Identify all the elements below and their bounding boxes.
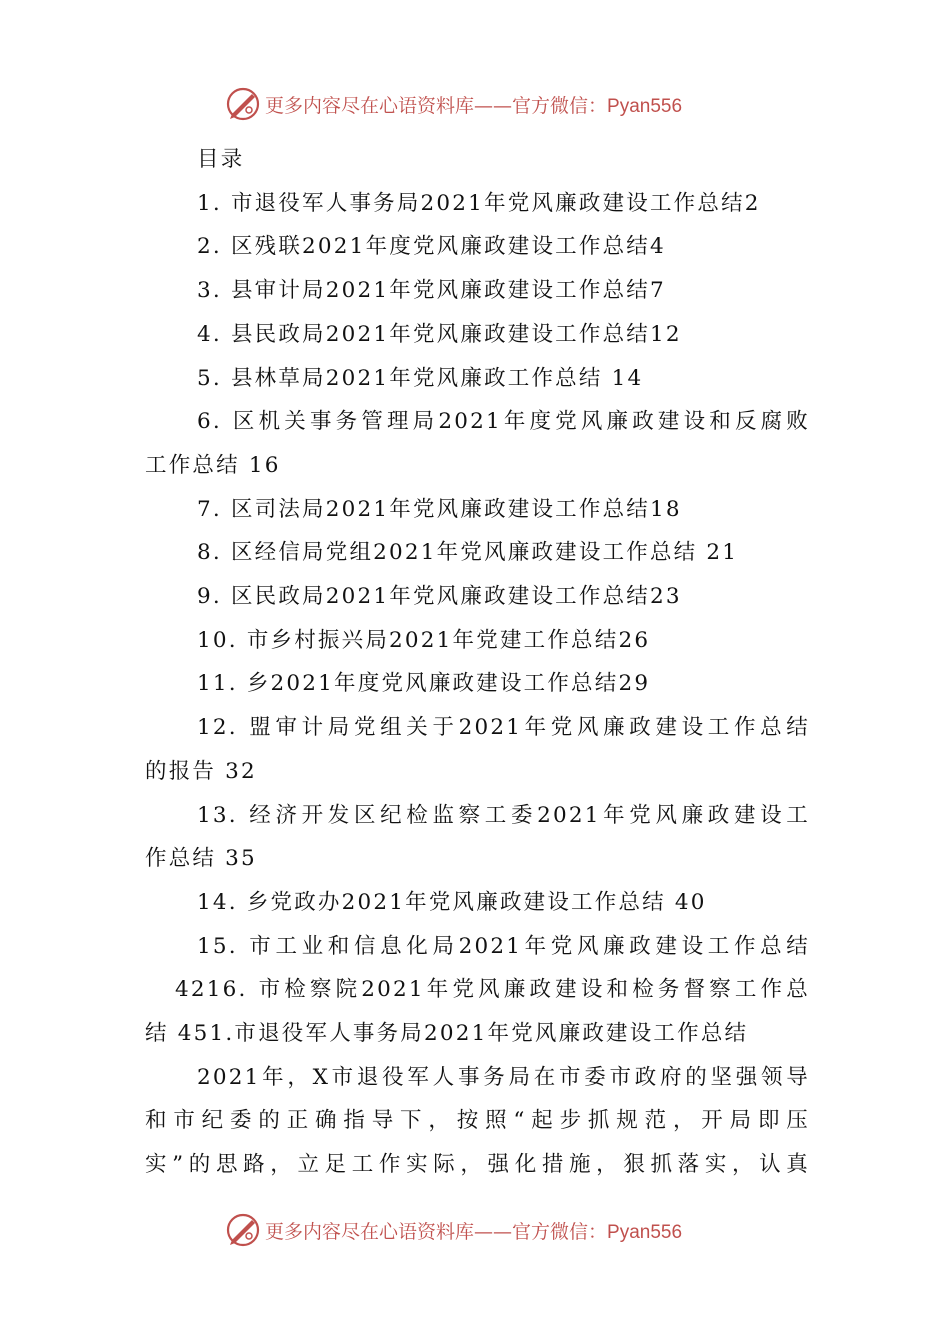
body-paragraph-line-2: 和市纪委的正确指导下，按照“起步抓规范，开局即压 <box>145 1108 810 1134</box>
toc-entry-14: 14. 乡党政办2021年党风廉政建设工作总结 40 <box>197 889 707 915</box>
toc-entry-8: 8. 区经信局党组2021年党风廉政建设工作总结 21 <box>197 540 739 566</box>
toc-entry-7: 7. 区司法局2021年党风廉政建设工作总结18 <box>197 496 682 522</box>
watermark-cn: 更多内容尽在心语资料库——官方微信： <box>265 1220 608 1243</box>
toc-title: 目录 <box>197 147 245 172</box>
body-paragraph-line-3: 实”的思路，立足工作实际，强化措施，狠抓落实，认真 <box>145 1152 810 1178</box>
pen-seal-icon <box>225 1212 261 1248</box>
toc-entry-6-line-2: 工作总结 16 <box>145 452 281 478</box>
watermark-text <box>265 91 682 118</box>
watermark-wechat-id: Pyan556 <box>607 1221 683 1243</box>
watermark-text <box>265 1217 682 1244</box>
toc-entry-1: 1. 市退役军人事务局2021年党风廉政建设工作总结2 <box>197 190 761 216</box>
toc-entry-13-line-2: 作总结 35 <box>145 846 257 872</box>
toc-entry-11: 11. 乡2021年度党风廉政建设工作总结29 <box>197 671 651 697</box>
toc-entry-3: 3. 县审计局2021年党风廉政建设工作总结7 <box>197 278 666 304</box>
watermark-wechat-id: Pyan556 <box>607 95 683 117</box>
toc-entry-6-line-1: 6. 区机关事务管理局2021年度党风廉政建设和反腐败 <box>197 409 810 435</box>
toc-entry-10: 10. 市乡村振兴局2021年党建工作总结26 <box>197 627 651 653</box>
body-paragraph-line-1: 2021年，X市退役军人事务局在市委市政府的坚强领导 <box>197 1064 810 1090</box>
watermark-banner-top <box>225 84 682 124</box>
toc-entry-16-line-2: 结 451.市退役军人事务局2021年党风廉政建设工作总结 <box>145 1021 749 1047</box>
toc-entry-2: 2. 区残联2021年度党风廉政建设工作总结4 <box>197 234 666 260</box>
toc-entry-9: 9. 区民政局2021年党风廉政建设工作总结23 <box>197 584 682 610</box>
toc-entry-12-line-2: 的报告 32 <box>145 758 257 784</box>
toc-entry-13-line-1: 13. 经济开发区纪检监察工委2021年党风廉政建设工 <box>197 802 810 828</box>
toc-entry-12-line-1: 12. 盟审计局党组关于2021年党风廉政建设工作总结 <box>197 715 810 741</box>
pen-seal-icon <box>225 86 261 122</box>
watermark-banner-bottom <box>225 1210 682 1250</box>
toc-entry-4: 4. 县民政局2021年党风廉政建设工作总结12 <box>197 321 682 347</box>
toc-entry-16-line-1: 4216. 市检察院2021年党风廉政建设和检务督察工作总 <box>175 977 810 1003</box>
document-body <box>145 138 810 1187</box>
toc-entry-5: 5. 县林草局2021年党风廉政工作总结 14 <box>197 365 644 391</box>
watermark-cn: 更多内容尽在心语资料库——官方微信： <box>265 94 608 117</box>
toc-entry-15: 15. 市工业和信息化局2021年党风廉政建设工作总结 <box>197 933 810 959</box>
